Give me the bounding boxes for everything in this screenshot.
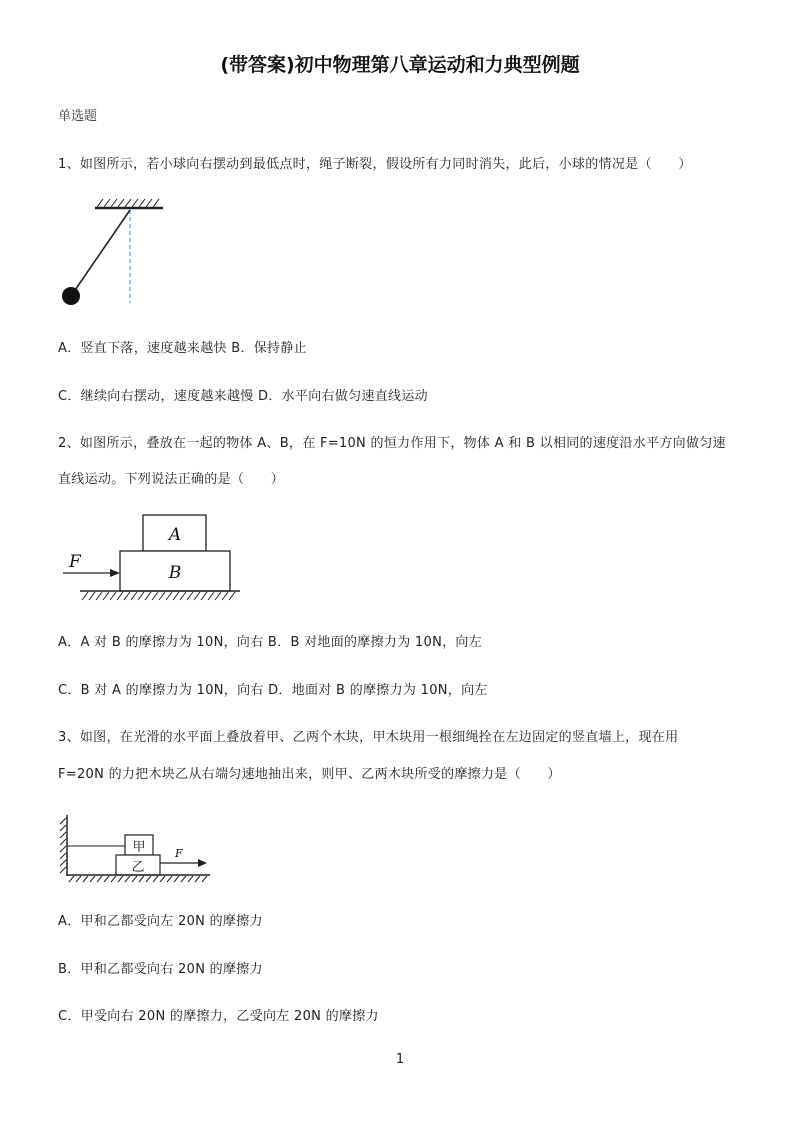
question-3-stem-line-2: F=20N 的力把木块乙从右端匀速地抽出来，则甲、乙两木块所受的摩擦力是（ ） [58, 767, 561, 782]
question-3-option-a: A．甲和乙都受向左 20N 的摩擦力 [58, 914, 263, 929]
question-3-stem-line-1: 3、如图，在光滑的水平面上叠放着甲、乙两个木块，甲木块用一根细绳拴在左边固定的竖直墙上，现在用 [58, 730, 679, 745]
question-1-options-ab: A．竖直下落，速度越来越快 B．保持静止 [58, 341, 307, 356]
question-1-stem: 1、如图所示，若小球向右摆动到最低点时，绳子断裂，假设所有力同时消失，此后，小球的情况是（ ） [58, 157, 692, 172]
stacked-blocks-figure [55, 510, 245, 605]
question-3-option-c: C．甲受向右 20N 的摩擦力，乙受向左 20N 的摩擦力 [58, 1009, 379, 1024]
question-2-options-cd: C．B 对 A 的摩擦力为 10N，向右 D．地面对 B 的摩擦力为 10N，向左 [58, 683, 488, 698]
page-number: 1 [395, 1052, 405, 1067]
pendulum-figure [55, 195, 175, 310]
question-1-options-cd: C．继续向右摆动，速度越来越慢 D．水平向右做匀速直线运动 [58, 389, 428, 404]
wall-blocks-figure [55, 810, 225, 885]
block-a-label: A [168, 525, 182, 545]
question-2-stem-line-1: 2、如图所示，叠放在一起的物体 A、B，在 F=10N 的恒力作用下，物体 A 和 B 以相同的速度沿水平方向做匀速 [58, 436, 726, 451]
document-title: (带答案)初中物理第八章运动和力典型例题 [220, 54, 580, 76]
section-heading: 单选题 [58, 109, 98, 124]
question-2-options-ab: A．A 对 B 的摩擦力为 10N，向右 B．B 对地面的摩擦力为 10N，向左 [58, 635, 483, 650]
block-jia-label: 甲 [132, 840, 146, 855]
question-2-stem-line-2: 直线运动。下列说法正确的是（ ） [58, 472, 285, 487]
block-b-label: B [168, 563, 182, 583]
force-f-label: F [69, 552, 81, 572]
force-f-label: F [175, 847, 183, 860]
question-3-option-b: B．甲和乙都受向右 20N 的摩擦力 [58, 962, 263, 977]
block-yi-label: 乙 [131, 860, 145, 875]
